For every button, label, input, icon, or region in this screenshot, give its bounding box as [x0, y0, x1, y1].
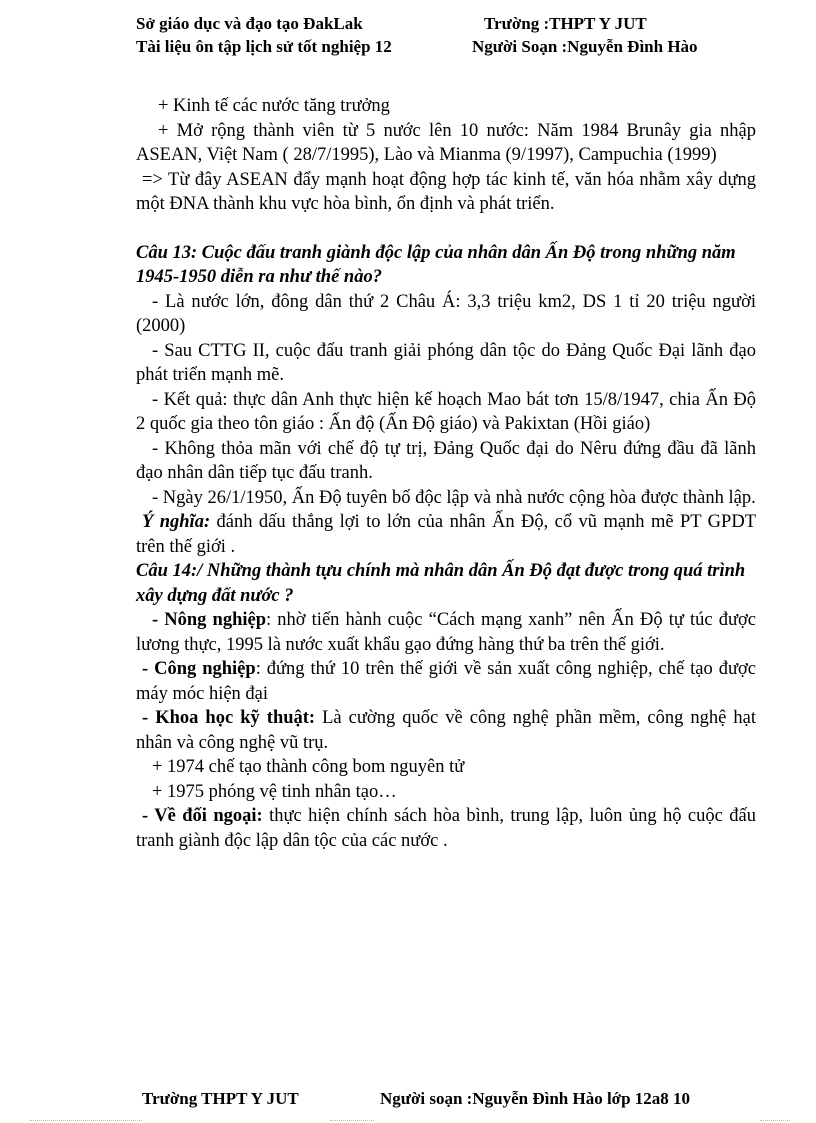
q14-science-sub-2: + 1975 phóng vệ tinh nhân tạo…: [152, 781, 397, 802]
q13-paragraph-4: - Không thỏa mãn với chế độ tự trị, Đảng Quốc đại do Nêru đứng đầu đã lãnh đạo nhân dân tiếp tục đấu tranh.: [136, 438, 756, 483]
q14-foreign-text: thực hiện chính sách hòa bình, trung lập, luôn ủng hộ cuộc đấu tranh giành độc lập dân tộc của các nước .: [136, 806, 756, 851]
header-author: Người Soạn :Nguyễn Đình Hào: [472, 37, 698, 56]
q14-foreign-policy: [136, 804, 756, 853]
q13-meaning: [136, 510, 756, 559]
q14-industry-text: : đứng thứ 10 trên thế giới về sản xuất công nghiệp, chế tạo được máy móc hiện đại: [136, 659, 756, 704]
q13-paragraph-5: - Ngày 26/1/1950, Ấn Độ tuyên bố độc lập và nhà nước cộng hòa được thành lập.: [152, 487, 756, 508]
q13-meaning-label: Ý nghĩa:: [142, 512, 211, 532]
intro-line-2: + Mở rộng thành viên từ 5 nước lên 10 nước: Năm 1984 Brunây gia nhập ASEAN, Việt Nam ( 28/7/1995), Lào và Mianma (9/1997), Campuchia (1999): [136, 120, 756, 165]
header-doc-title: Tài liệu ôn tập lịch sử tốt nghiệp 12: [136, 37, 392, 56]
header-school: Trường :THPT Y JUT: [484, 14, 647, 33]
q14-agriculture: [136, 608, 756, 657]
q13-paragraph-2: - Sau CTTG II, cuộc đấu tranh giải phóng dân tộc do Đảng Quốc Đại lãnh đạo phát triển mạnh mẽ.: [136, 340, 756, 385]
footer-rule-left: [30, 1120, 142, 1121]
q13-meaning-text: đánh dấu thắng lợi to lớn của nhân Ấn Độ, cổ vũ mạnh mẽ PT GPDT trên thế giới .: [136, 512, 756, 557]
header-row-2: [136, 36, 698, 58]
question-14-title: Câu 14:/ Những thành tựu chính mà nhân dân Ấn Độ đạt được trong quá trình xây dựng đất nước ?: [136, 561, 746, 606]
page-footer: [142, 1089, 690, 1109]
q14-agriculture-label: - Nông nghiệp: [152, 610, 267, 630]
footer-rule-mid: [330, 1120, 374, 1121]
q14-science-label: - Khoa học kỹ thuật:: [142, 708, 316, 728]
footer-author: Người soạn :Nguyễn Đình Hào lớp 12a8 10: [380, 1089, 691, 1108]
q14-foreign-label: - Về đối ngoại:: [142, 806, 263, 826]
q14-industry: [136, 657, 756, 706]
document-body: [136, 94, 756, 853]
header-dept: Sở giáo dục và đạo tạo ĐakLak: [136, 14, 363, 33]
q14-science-sub-1: + 1974 chế tạo thành công bom nguyên tử: [152, 757, 465, 777]
q14-science-text: Là cường quốc về công nghệ phần mềm, công nghệ hạt nhân và công nghệ vũ trụ.: [136, 708, 756, 753]
q13-paragraph-3: - Kết quả: thực dân Anh thực hiện kế hoạch Mao bát tơn 15/8/1947, chia Ấn Độ 2 quốc gia theo tôn giáo : Ấn độ (Ấn Độ giáo) và Pakixtan (Hồi giáo): [136, 389, 756, 434]
intro-line-3: => Từ đây ASEAN đẩy mạnh hoạt động hợp tác kinh tế, văn hóa nhằm xây dựng một ĐNA thành khu vực hòa bình, ổn định và phát triển.: [136, 169, 756, 214]
header-row-1: [136, 13, 647, 35]
footer-school: Trường THPT Y JUT: [142, 1089, 299, 1108]
intro-line-1: + Kinh tế các nước tăng trưởng: [158, 96, 390, 116]
q14-science: [136, 706, 756, 755]
q13-paragraph-1: - Là nước lớn, đông dân thứ 2 Châu Á: 3,3 triệu km2, DS 1 tỉ 20 triệu người (2000): [136, 291, 756, 336]
footer-rule-right: [760, 1120, 790, 1121]
question-13-title: Câu 13: Cuộc đấu tranh giành độc lập của nhân dân Ấn Độ trong những năm 1945-1950 diễn ra như thế nào?: [136, 242, 736, 287]
q14-industry-label: - Công nghiệp: [142, 659, 256, 679]
q14-agriculture-text: : nhờ tiến hành cuộc “Cách mạng xanh” nên Ấn Độ tự túc được lương thực, 1995 là nước xuất khẩu gạo đứng hàng thứ ba trên thế giới.: [136, 610, 757, 655]
